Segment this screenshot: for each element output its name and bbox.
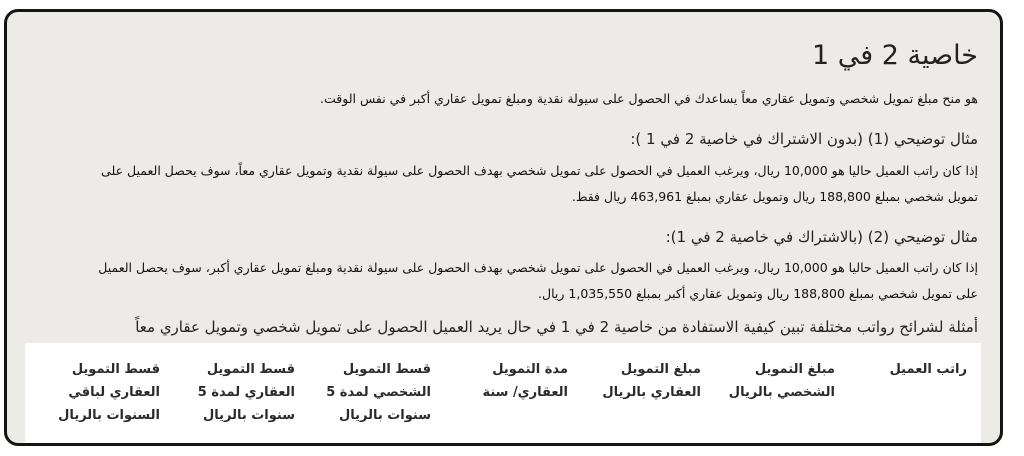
- example-2-body: [28, 255, 978, 307]
- header-line: الشخصي بالريال: [728, 385, 835, 400]
- header-line: مبلغ التمويل: [620, 362, 701, 377]
- header-line: قسط التمويل: [206, 362, 295, 377]
- header-line: سنوات بالريال: [338, 408, 431, 423]
- intro-text: هو منح مبلغ تمويل شخصي وتمويل عقاري معاً يساعدك في الحصول على سيولة نقدية ومبلغ تمويل عقاري أكبر في نفس الوقت.: [320, 91, 978, 106]
- header-mortgage-installment-rest: [48, 358, 160, 427]
- header-line: راتب العميل: [889, 362, 967, 377]
- header-line: سنوات بالريال: [202, 408, 295, 423]
- header-mortgage-term: [458, 358, 568, 404]
- header-line: قسط التمويل: [342, 362, 431, 377]
- header-line: العقاري لمدة 5: [197, 385, 295, 400]
- table-caption: أمثلة لشرائح رواتب مختلفة تبين كيفية الاستفادة من خاصية 2 في 1 في حال يريد العميل الحصول على تمويل شخصي وتمويل عقاري معاً: [135, 318, 978, 336]
- example-1-title: مثال توضيحي (1) (بدون الاشتراك في خاصية 2 في 1 ):: [630, 130, 978, 148]
- example-2-line-2: على تمويل شخصي بمبلغ 188,800 ريال وتمويل عقاري أكبر بمبلغ 1,035,550 ريال.: [538, 286, 978, 301]
- example-1-line-2: تمويل شخصي بمبلغ 188,800 ريال وتمويل عقاري بمبلغ 463,961 ريال فقط.: [571, 189, 978, 204]
- example-1-body: [28, 158, 978, 210]
- header-line: العقاري بالريال: [602, 385, 701, 400]
- example-1-line-1: إذا كان راتب العميل حاليا هو 10,000 ريال، ويرغب العميل في الحصول على تمويل شخصي بهدف الحصول على سيولة نقدية وتمويل عقاري معاً، سوف يحصل العميل على: [101, 163, 978, 178]
- page-title: خاصية 2 في 1: [811, 40, 978, 71]
- example-2-title: مثال توضيحي (2) (بالاشتراك في خاصية 2 في 1):: [665, 228, 978, 246]
- header-line: السنوات بالريال: [58, 408, 160, 423]
- header-line: العقاري/ سنة: [482, 385, 568, 400]
- header-salary: [857, 358, 967, 381]
- example-2-line-1: إذا كان راتب العميل حاليا هو 10,000 ريال، ويرغب العميل في الحصول على تمويل شخصي بهدف الحصول على سيولة نقدية ومبلغ تمويل عقاري أكبر، سوف يحصل العميل: [98, 260, 978, 275]
- header-personal-amount: [725, 358, 835, 404]
- header-personal-installment: [319, 358, 431, 427]
- content-area: [7, 12, 1000, 443]
- salary-table-header: [25, 343, 981, 443]
- header-line: مدة التمويل: [492, 362, 568, 377]
- header-line: مبلغ التمويل: [754, 362, 835, 377]
- header-line: قسط التمويل: [71, 362, 160, 377]
- header-line: الشخصي لمدة 5: [326, 385, 431, 400]
- header-line: العقاري لباقي: [68, 385, 160, 400]
- header-mortgage-amount: [591, 358, 701, 404]
- content-panel: [4, 9, 1003, 446]
- header-mortgage-installment-5y: [183, 358, 295, 427]
